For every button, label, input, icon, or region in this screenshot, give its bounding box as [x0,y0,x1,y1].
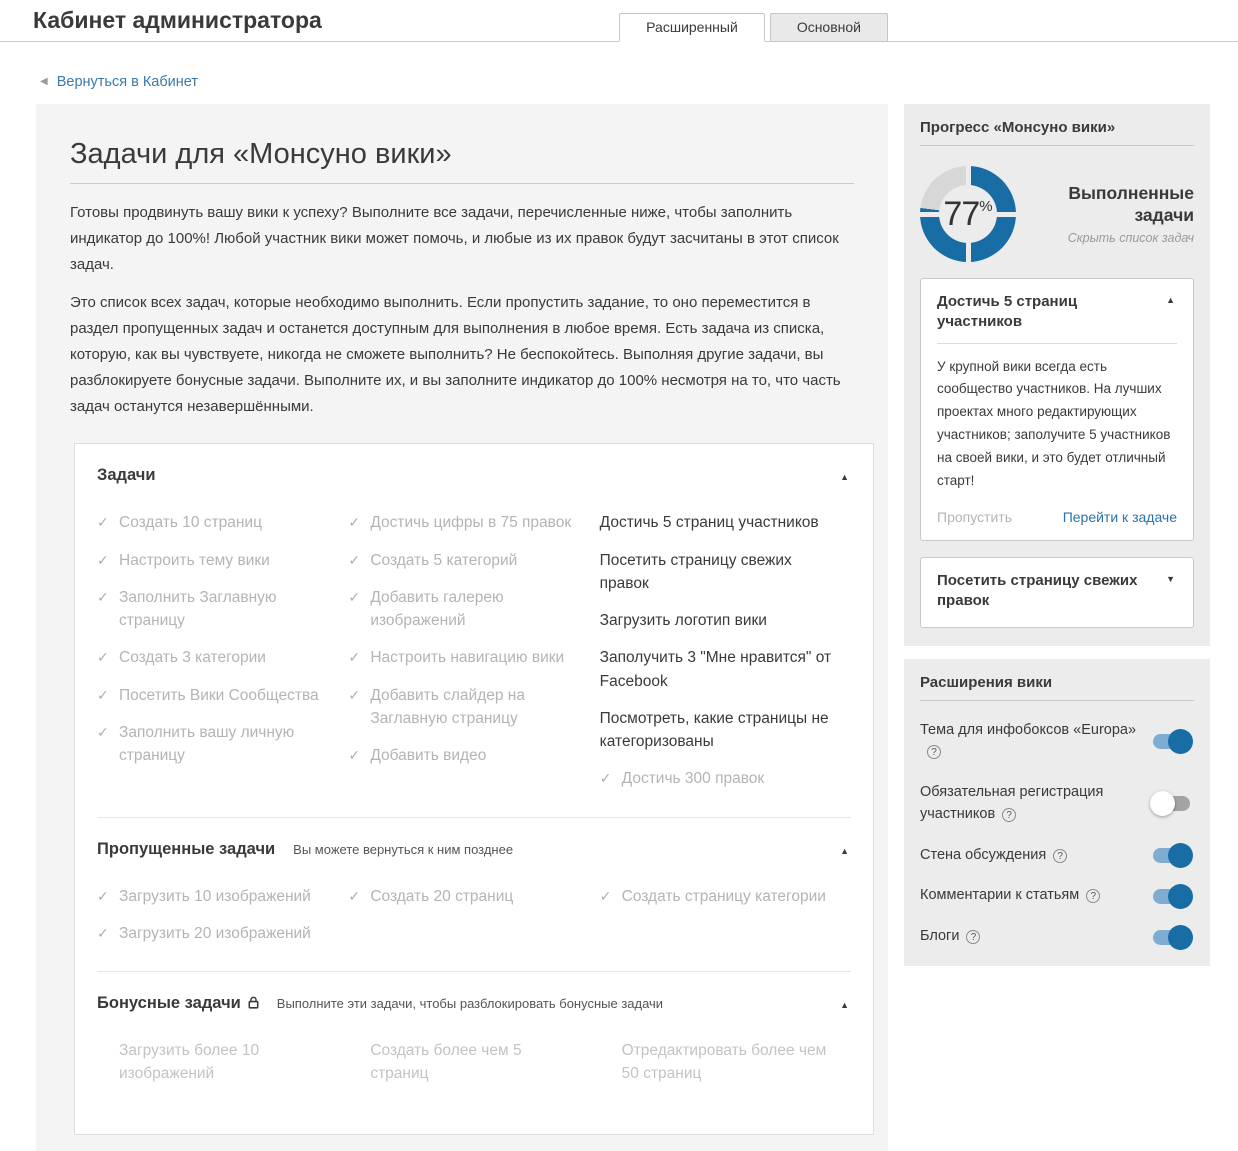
task-item: ✓ Загрузить 10 изображений [97,885,330,908]
extension-label: Обязательная регистрация участников [920,784,1104,822]
extension-row [920,926,1194,948]
extension-label: Комментарии к статьям [920,887,1080,904]
check-icon: ✓ [97,686,109,703]
task-item: ✓ Добавить видео [348,744,581,767]
help-icon[interactable]: ? [1053,849,1067,863]
task-item-active[interactable]: Достичь 5 страниц участников [599,514,819,532]
check-icon: ✓ [348,514,361,531]
check-icon: ✓ [97,551,109,568]
task-card-title: Посетить страницу свежих правок [937,572,1138,610]
task-item: ✓ Заполнить вашу личную страницу [97,721,330,768]
extension-toggle[interactable] [1153,848,1190,863]
check-icon: ✓ [348,686,361,703]
task-item-active[interactable]: Посетить страницу свежих правок [599,551,792,592]
sidebar [904,104,1210,979]
bonus-column-3 [600,1039,851,1100]
task-item-active[interactable]: Заполучить 3 "Мне нравится" от Facebook [599,649,832,690]
task-item: ✓ Создать 20 страниц [348,885,581,908]
back-row [40,74,1238,90]
page-title: Кабинет администратора [33,7,322,33]
task-item-locked: Загрузить более 10 изображений [119,1042,260,1083]
check-icon: ✓ [348,588,361,605]
section-divider [97,971,851,972]
bonus-column-1 [97,1039,348,1100]
task-card-collapsed[interactable] [920,557,1194,628]
task-item-active[interactable]: Посмотреть, какие страницы не категоризованы [599,709,829,751]
task-item: ✓ Посетить Вики Сообщества [97,684,330,707]
progress-title: Прогресс «Монсуно вики» [920,119,1194,146]
skipped-column-1 [97,885,348,960]
progress-percent-sign: % [979,198,993,215]
intro-paragraph-2: Это список всех задач, которые необходимо выполнить. Если пропустить задание, то оно переместится в раздел пропущенных задач и останется доступным для выполнения в любое время. Есть задача из списка, которую, как вы чувствуете, никогда не сможете выполнить? Не беспокойтесь. Выполняя другие задачи, вы разблокируете бонусные задачи. Выполните их, и вы заполните индикатор до 100% несмотря на то, что часть задач останутся незавершёнными. [70,294,841,415]
collapse-tasks-icon[interactable]: ▲ [840,472,849,483]
collapse-skipped-icon[interactable]: ▲ [840,845,849,856]
check-icon: ✓ [97,924,109,941]
section-skipped-header [97,840,851,859]
task-card-title: Достичь 5 страниц участников [937,293,1078,331]
completed-tasks-label: Выполненные задачи [1068,183,1194,225]
progress-donut [920,166,1016,262]
task-item: ✓ Создать страницу категории [600,885,833,908]
lock-icon [248,996,259,1009]
bonus-column-2 [348,1039,599,1100]
tasks-panel [36,104,888,1151]
hide-task-list-link[interactable]: Скрыть список задач [1067,230,1194,245]
help-icon[interactable]: ? [927,745,941,759]
extension-toggle[interactable] [1153,796,1190,811]
extension-toggle[interactable] [1153,734,1190,749]
section-tasks-title: Задачи [97,466,156,485]
task-item: ✓ Настроить навигацию вики [348,646,581,669]
task-card-expanded [920,278,1194,541]
collapse-bonus-icon[interactable]: ▲ [840,1000,849,1011]
extension-row [920,720,1194,764]
extension-toggle[interactable] [1153,930,1190,945]
check-icon: ✓ [599,887,612,904]
tab-advanced[interactable]: Расширенный [619,13,765,42]
progress-percent: 77 [943,194,980,233]
task-item: ✓ Добавить галерею изображений [348,586,581,633]
goto-task-link[interactable]: Перейти к задаче [1062,509,1177,526]
section-skipped-title: Пропущенные задачи [97,839,276,858]
check-icon: ✓ [97,588,109,605]
check-icon: ✓ [348,747,361,764]
check-icon: ✓ [97,723,109,740]
extension-row [920,845,1194,867]
skipped-column-3 [600,885,851,960]
expand-card-icon[interactable]: ▼ [1166,574,1175,585]
check-icon: ✓ [97,514,109,531]
task-item: ✓ Загрузить 20 изображений [97,922,330,945]
section-divider [97,817,851,818]
task-card-body: У крупной вики всегда есть сообщество участников. На лучших проектах много редактирующих участников; заполучите 5 участников на своей вики, и это будет отличный старт! [937,358,1171,489]
task-item-locked: Отредактировать более чем 50 страниц [621,1042,827,1083]
intro-paragraph-1: Готовы продвинуть вашу вики к успеху? Выполните все задачи, перечисленные ниже, чтобы заполнить индикатор до 100%! Любой участник вики может помочь, и любые из их правок будут засчитаны в этот список задач. [70,204,839,273]
skip-task-link[interactable]: Пропустить [937,509,1012,526]
task-item-active[interactable]: Загрузить логотип вики [599,612,767,630]
extensions-box [904,659,1210,966]
task-item: ✓ Добавить слайдер на Заглавную страницу [348,684,581,731]
back-arrow-icon: ◀ [40,76,48,87]
tasks-column-3 [600,511,851,804]
extension-label: Блоги [920,928,960,945]
tasks-box [74,443,874,1134]
check-icon: ✓ [599,770,612,787]
section-bonus-note: Выполните эти задачи, чтобы разблокировать бонусные задачи [276,996,664,1012]
help-icon[interactable]: ? [1086,889,1100,903]
extension-label: Стена обсуждения [920,846,1047,863]
bonus-columns [97,1039,851,1100]
task-item: ✓ Заполнить Заглавную страницу [97,586,330,633]
check-icon: ✓ [97,649,109,666]
skipped-columns [97,885,851,960]
section-bonus-header [97,994,851,1013]
skipped-column-2 [348,885,599,960]
section-tasks-header [97,466,851,485]
check-icon: ✓ [348,887,361,904]
section-skipped-note: Вы можете вернуться к ним позднее [293,841,514,857]
view-tabs [619,13,888,42]
tasks-column-1 [97,511,348,804]
collapse-card-icon[interactable]: ▲ [1166,295,1175,305]
progress-box [904,104,1210,646]
check-icon: ✓ [348,551,361,568]
task-item: ✓ Достичь цифры в 75 правок [348,511,581,534]
tasks-heading: Задачи для «Монсуно вики» [70,138,854,184]
section-bonus-title: Бонусные задачи [97,994,241,1013]
back-to-dashboard-link[interactable]: Вернуться в Кабинет [56,74,198,90]
extensions-title: Расширения вики [920,674,1194,701]
task-item: ✓ Достичь 300 правок [600,767,833,790]
top-bar [0,0,1238,42]
check-icon: ✓ [97,887,109,904]
help-icon[interactable]: ? [966,930,980,944]
task-item: ✓ Создать 10 страниц [97,511,330,534]
help-icon[interactable]: ? [1002,808,1016,822]
progress-row [920,166,1194,262]
tasks-columns [97,511,851,804]
extension-toggle[interactable] [1153,889,1190,904]
task-item: ✓ Настроить тему вики [97,549,330,572]
extension-row [920,885,1194,907]
check-icon: ✓ [348,649,361,666]
task-item: ✓ Создать 3 категории [97,646,330,669]
tab-basic[interactable]: Основной [770,13,888,42]
tasks-column-2 [348,511,599,804]
extension-row [920,782,1194,826]
task-item: ✓ Создать 5 категорий [348,549,581,572]
extension-label: Тема для инфобоксов «Europa» [920,721,1137,738]
task-item-locked: Создать более чем 5 страниц [370,1042,522,1083]
